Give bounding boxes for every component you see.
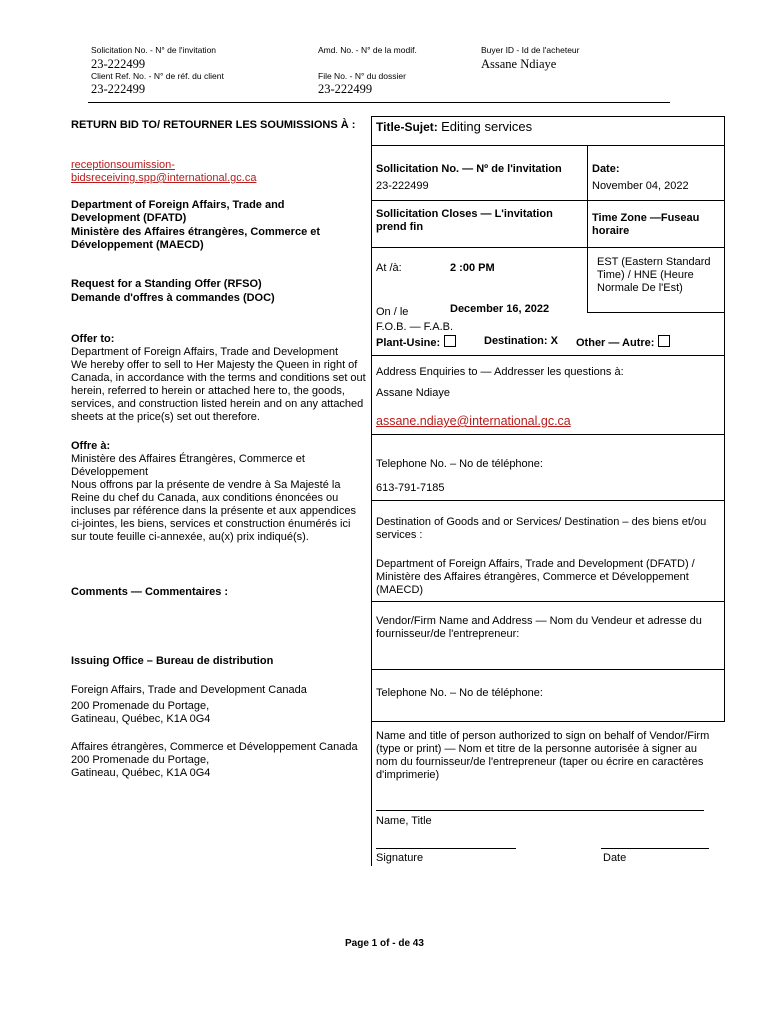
rfso-en: Request for a Standing Offer (RFSO): [71, 278, 262, 290]
dept-en: Department of Foreign Affairs, Trade and Development (DFATD): [71, 199, 285, 224]
client-ref-label: Client Ref. No. - N° de réf. du client: [91, 71, 224, 81]
at-value: 2 :00 PM: [450, 262, 495, 274]
amendment-label: Amd. No. - N° de la modif.: [318, 45, 417, 55]
rule-mid: [587, 145, 588, 312]
closes-label: Sollicitation Closes — L'invitation prend fin: [376, 208, 553, 233]
return-bid-title: RETURN BID TO/ RETOURNER LES SOUMISSIONS À :: [71, 119, 356, 131]
other-checkbox[interactable]: [658, 335, 670, 347]
on-value: December 16, 2022: [450, 303, 550, 315]
offer-to-dept: Department of Foreign Affairs, Trade and Development: [71, 346, 338, 358]
bid-email-line2[interactable]: bidsreceiving.spp@international.gc.ca: [71, 172, 257, 184]
rule-tel: [371, 500, 725, 501]
rule-top: [371, 116, 725, 117]
tel2-label: Telephone No. – No de téléphone:: [376, 687, 543, 699]
title-value: Editing services: [441, 119, 533, 134]
client-ref-value: 23-222499: [91, 82, 146, 96]
title-row: [376, 119, 532, 134]
header-divider: [88, 102, 670, 103]
tz-value: EST (Eastern Standard Time) / HNE (Heure Normale De l'Est): [597, 256, 711, 294]
page-number: Page 1 of - de 43: [345, 938, 424, 949]
plant-checkbox[interactable]: [444, 335, 456, 347]
rule-title: [371, 145, 725, 146]
tel-label: Telephone No. – No de téléphone:: [376, 458, 543, 470]
issuing-title: Issuing Office – Bureau de distribution: [71, 655, 274, 667]
sol-label: Sollicitation No. — Nº de l'invitation: [376, 163, 562, 175]
rule-right: [724, 116, 725, 721]
at-label: At /à:: [376, 262, 402, 274]
issuing-en-line1: Foreign Affairs, Trade and Development Canada: [71, 684, 307, 696]
rfso-fr: Demande d'offres à commandes (DOC): [71, 292, 275, 304]
issuing-fr-line2: 200 Promenade du Portage,: [71, 754, 210, 766]
issuing-fr-line1: Affaires étrangères, Commerce et Développement Canada: [71, 741, 358, 753]
dest-value: Department of Foreign Affairs, Trade and Development (DFATD) / Ministère des Affaires étrangères, Commerce et Développement (MAECD): [376, 558, 695, 596]
bid-email-line1[interactable]: receptionsoumission-: [71, 159, 175, 171]
name-title-line: [376, 810, 704, 811]
dest-label: Destination of Goods and or Services/ Destination – des biens et/ou services :: [376, 516, 707, 541]
buyer-value: Assane Ndiaye: [481, 57, 557, 71]
other-label: Other — Autre:: [576, 335, 670, 350]
offre-title: Offre à:: [71, 440, 111, 452]
tel-value: 613-791-7185: [376, 482, 445, 494]
dept-fr: Ministère des Affaires étrangères, Commerce et Développement (MAECD): [71, 226, 321, 251]
issuing-fr-line3: Gatineau, Québec, K1A 0G4: [71, 767, 211, 779]
solicitation-value: 23-222499: [91, 57, 146, 71]
enquiries-name: Assane Ndiaye: [376, 387, 450, 399]
tz-label: Time Zone —Fuseau horaire: [592, 212, 700, 237]
signature-label: Signature: [376, 852, 424, 864]
plant-label: Plant-Usine:: [376, 335, 456, 350]
date-label: Date:: [592, 163, 620, 175]
offre-text: Nous offrons par la présente de vendre à Sa Majesté la Reine du chef du Canada, aux conditions énoncées ou incluses par référence dans la présente et aux appendices ci-jointes, les biens, services et construction énumérés ici sur toute feuille ci-annexée, au(x) prix indiqué(s).: [71, 479, 356, 543]
date-sign-label: Date: [603, 852, 627, 864]
rule-tel2: [371, 721, 725, 722]
vendor-label: Vendor/Firm Name and Address — Nom du Vendeur et adresse du fournisseur/de l'entrepreneur:: [376, 615, 702, 640]
rule-fob: [371, 355, 725, 356]
enquiries-label: Address Enquiries to — Addresser les questions à:: [376, 366, 624, 378]
rule-dest: [371, 601, 725, 602]
comments-label: Comments — Commentaires :: [71, 586, 229, 598]
offer-to-title: Offer to:: [71, 333, 115, 345]
buyer-label: Buyer ID - Id de l'acheteur: [481, 45, 580, 55]
title-label: Title-Sujet:: [376, 120, 438, 134]
destination-label: Destination: X: [484, 335, 558, 347]
solicitation-label: Solicitation No. - N° de l'invitation: [91, 45, 217, 55]
issuing-en-line2: 200 Promenade du Portage,: [71, 700, 210, 712]
rule-closes: [371, 247, 725, 248]
on-label: On / le: [376, 306, 409, 318]
sol-value: 23-222499: [376, 180, 429, 192]
file-value: 23-222499: [318, 82, 373, 96]
rule-sol: [371, 200, 725, 201]
signature-line: [376, 848, 516, 849]
file-label: File No. - N° du dossier: [318, 71, 406, 81]
date-value: November 04, 2022: [592, 180, 689, 192]
rule-enquiries: [371, 434, 725, 435]
offer-to-text: We hereby offer to sell to Her Majesty the Queen in right of Canada, in accordance with the terms and conditions set out herein, referred to herein or attached here to, the goods, services, and construction listed herein and on any attached sheets at the price(s) set out therefore.: [71, 359, 366, 423]
enquiries-email[interactable]: assane.ndiaye@international.gc.ca: [376, 414, 571, 428]
rule-vendor: [371, 669, 725, 670]
name-title-label: Name, Title: [376, 815, 432, 827]
issuing-en-line3: Gatineau, Québec, K1A 0G4: [71, 713, 211, 725]
fob-label: F.O.B. — F.A.B.: [376, 321, 454, 333]
date-line: [601, 848, 709, 849]
auth-label: Name and title of person authorized to sign on behalf of Vendor/Firm (type or print) — Nom et titre de la personne autorisée à signer au nom du fournisseur/de l'entrepreneur (taper ou écrire en caractères d'imprimerie): [376, 730, 710, 781]
rule-left: [371, 116, 372, 866]
rule-tz: [587, 312, 725, 313]
offre-dept: Ministère des Affaires Étrangères, Commerce et Développement: [71, 453, 305, 478]
